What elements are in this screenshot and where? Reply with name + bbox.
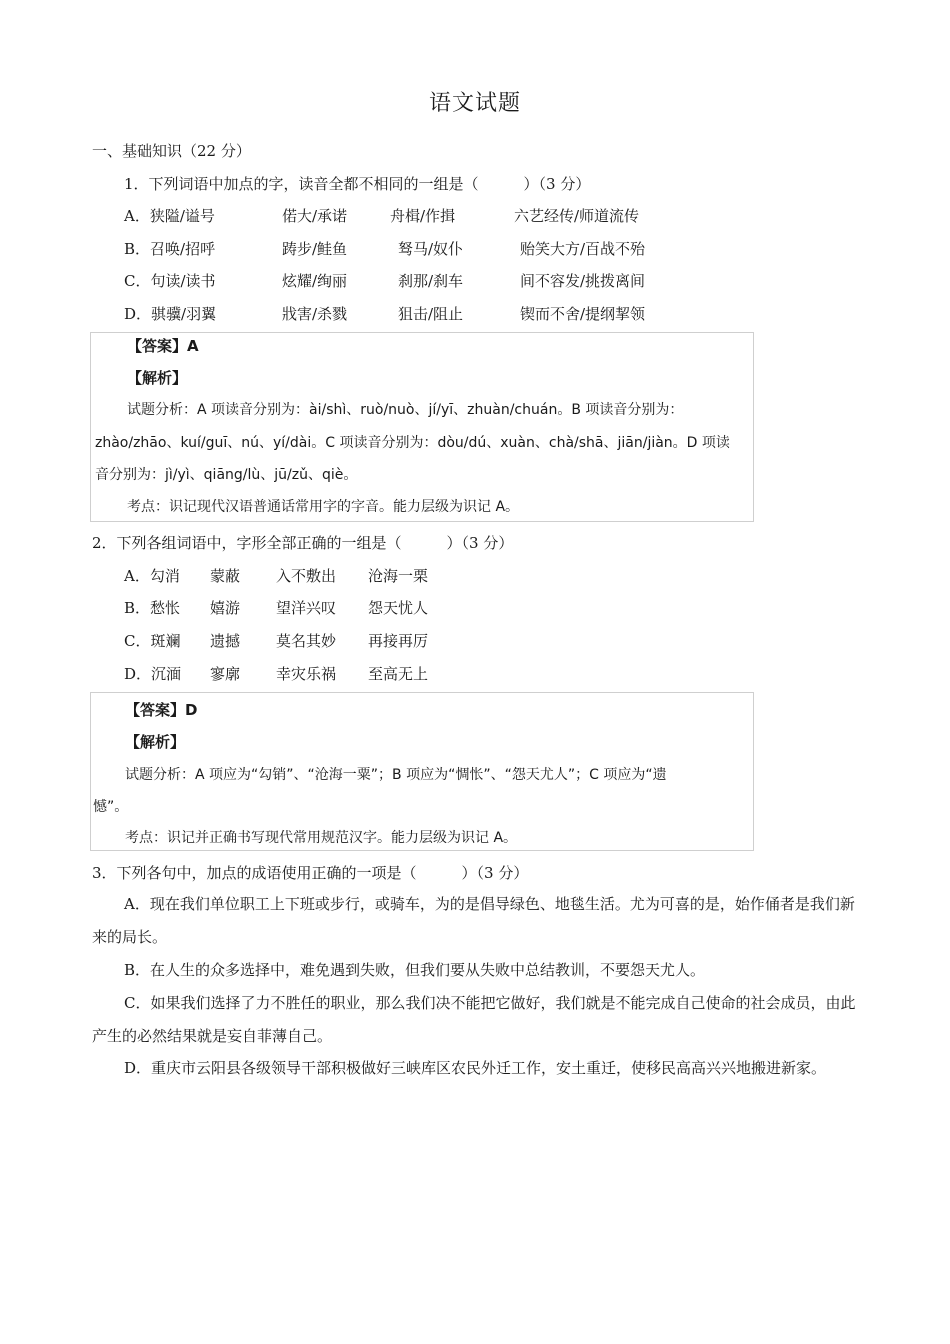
q2-option-text: 莫名其妙 (276, 632, 337, 650)
q3-option-a[interactable]: A．现在我们单位职工上下班或步行，或骑车，为的是倡导绿色、地毯生活。尤为可喜的是，始作俑者是我们新来的局长。 (92, 895, 855, 946)
q1-option-text: C．句读/读书 (124, 272, 216, 290)
q2-answer: 【答案】D (125, 701, 198, 719)
q1-option-text: D．骐骥/羽翼 (124, 305, 217, 323)
q1-answer-box (90, 332, 754, 522)
q1-option-text: 偌大/承诺 (282, 207, 348, 225)
q2-analysis-line: 试题分析：A 项应为“勾销”、“沧海一粟”；B 项应为“惆怅”、“怨天尤人”；C 项应为“遗 (125, 767, 667, 783)
q2-option-c[interactable] (124, 630, 444, 652)
q2-analysis-label: 【解析】 (125, 733, 186, 751)
q2-option-text: 寥廓 (210, 665, 241, 683)
q1-option-text: 锲而不舍/提纲挈领 (520, 305, 646, 323)
q2-option-text: 幸灾乐祸 (276, 665, 337, 683)
q1-analysis-line: 音分别为：jì/yì、qiāng/lù、jū/zǔ、qiè。 (95, 467, 358, 483)
q1-option-c[interactable] (124, 270, 684, 292)
q2-option-text: 蒙蔽 (210, 567, 241, 585)
q2-option-text: C．斑斓 (124, 632, 181, 650)
q3-option-b[interactable]: B．在人生的众多选择中，难免遇到失败，但我们要从失败中总结教训，不要怨天尤人。 (124, 961, 706, 979)
q2-option-a[interactable] (124, 565, 444, 587)
q1-analysis-line: 试题分析：A 项读音分别为：ài/shì、ruò/nuò、jí/yī、zhuàn/chuán。B 项读音分别为： (127, 402, 684, 418)
q3-stem: 3．下列各句中，加点的成语使用正确的一项是（ ）（3 分） (92, 864, 529, 882)
q2-stem: 2．下列各组词语中，字形全部正确的一组是（ ）（3 分） (92, 534, 514, 552)
q2-analysis-line: 憾”。 (93, 799, 129, 815)
q1-option-text: 贻笑大方/百战不殆 (520, 240, 646, 258)
q2-option-text: 遗撼 (210, 632, 241, 650)
q1-option-a[interactable] (124, 205, 684, 227)
q2-option-text: 再接再厉 (368, 632, 429, 650)
q1-analysis-label: 【解析】 (127, 369, 188, 387)
q1-option-b[interactable] (124, 238, 684, 260)
section-heading: 一、基础知识（22 分） (92, 142, 251, 160)
q1-option-text: A．狭隘/谥号 (124, 207, 215, 225)
q2-option-text: 沧海一栗 (368, 567, 429, 585)
q1-option-text: 间不容发/挑拨离间 (520, 272, 646, 290)
q2-option-text: 入不敷出 (276, 567, 337, 585)
q1-analysis-line: zhào/zhāo、kuí/guī、nú、yí/dài。C 项读音分别为：dòu/dú、xuàn、chà/shā、jiān/jiàn。D 项读 (95, 435, 730, 451)
q2-option-text: 至高无上 (368, 665, 429, 683)
q3-option-c[interactable]: C．如果我们选择了力不胜任的职业，那么我们决不能把它做好，我们就是不能完成自己使命的社会成员，由此产生的必然结果就是妄自菲薄自己。 (92, 994, 856, 1045)
q1-option-text: 舟楫/作揖 (390, 207, 456, 225)
page-title: 语文试题 (428, 91, 521, 116)
q2-option-text: B．愁怅 (124, 599, 181, 617)
q3-option-d[interactable]: D．重庆市云阳县各级领导干部积极做好三峡库区农民外迁工作，安土重迁，使移民高高兴兴地搬进新家。 (124, 1059, 827, 1077)
q2-option-text: 望洋兴叹 (276, 599, 337, 617)
q2-point: 考点：识记并正确书写现代常用规范汉字。能力层级为识记 A。 (125, 830, 518, 846)
q1-option-text: 炫耀/绚丽 (282, 272, 348, 290)
q1-option-text: 驽马/奴仆 (398, 240, 464, 258)
q2-answer-box (90, 692, 754, 851)
q1-option-text: 狙击/阻止 (398, 305, 464, 323)
q2-option-b[interactable] (124, 597, 444, 619)
q1-point: 考点：识记现代汉语普通话常用字的字音。能力层级为识记 A。 (127, 499, 520, 515)
q2-option-d[interactable] (124, 663, 444, 685)
q2-option-text: D．沉湎 (124, 665, 182, 683)
q2-option-text: 嬉游 (210, 599, 241, 617)
q2-option-text: 怨天忧人 (368, 599, 429, 617)
q1-option-text: 戕害/杀戮 (282, 305, 348, 323)
q1-option-text: 六艺经传/师道流传 (514, 207, 640, 225)
q1-answer: 【答案】A (127, 337, 199, 355)
q2-option-text: A．勾消 (124, 567, 180, 585)
q1-option-text: 踌步/鲑鱼 (282, 240, 348, 258)
q1-option-d[interactable] (124, 303, 684, 325)
q1-option-text: B．召唤/招呼 (124, 240, 216, 258)
q1-option-text: 刹那/刹车 (398, 272, 464, 290)
q1-stem: 1．下列词语中加点的字，读音全都不相同的一组是（ ）（3 分） (124, 175, 591, 193)
